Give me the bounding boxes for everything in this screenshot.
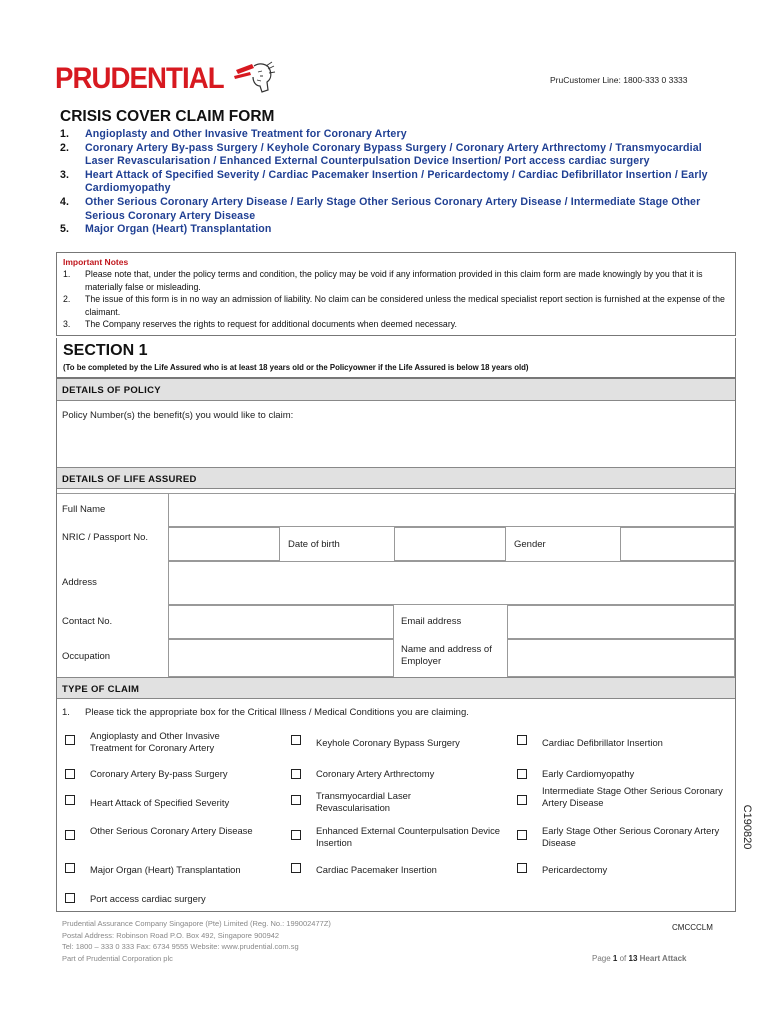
note-item: 3. The Company reserves the rights to request for additional documents when deemed necessary. xyxy=(63,319,457,330)
full-name-field[interactable] xyxy=(168,493,735,527)
footer-form-code: CMCCCLM xyxy=(672,923,713,932)
condition-item: 2. Coronary Artery By-pass Surgery / Keyhole Coronary Bypass Surgery / Coronary Artery Arthrectomy / Transmyocardial Laser Revascularisation / Enhanced External Counterpulsation Device Insertion/ Port access cardiac surgery xyxy=(60,141,702,168)
claim-option-label: Cardiac Pacemaker Insertion xyxy=(316,864,437,875)
claim-checkbox[interactable] xyxy=(517,735,527,745)
claim-instruction-number: 1. xyxy=(62,707,70,718)
employer-label: Name and address of Employer xyxy=(401,644,492,667)
claim-checkbox[interactable] xyxy=(65,830,75,840)
claim-checkbox[interactable] xyxy=(65,769,75,779)
claim-checkbox[interactable] xyxy=(65,893,75,903)
policy-section-bar: DETAILS OF POLICY xyxy=(57,379,735,401)
claim-checkbox[interactable] xyxy=(517,769,527,779)
claim-checkbox[interactable] xyxy=(517,795,527,805)
note-item: 1. Please note that, under the policy terms and condition, the policy may be void if any information provided in this claim form are made knowingly by you that it is materially false or misleading. xyxy=(63,269,703,292)
policy-number-label: Policy Number(s) the benefit(s) you would like to claim: xyxy=(62,410,294,421)
claim-option-label: Other Serious Coronary Artery Disease xyxy=(90,825,253,836)
dob-label: Date of birth xyxy=(288,539,340,550)
claim-instruction: Please tick the appropriate box for the Critical Illness / Medical Conditions you are claiming. xyxy=(85,707,469,718)
claim-option-label: Port access cardiac surgery xyxy=(90,893,206,904)
claim-checkbox[interactable] xyxy=(291,769,301,779)
important-notes-list xyxy=(63,268,729,331)
contact-field[interactable] xyxy=(168,605,394,639)
nric-label: NRIC / Passport No. xyxy=(62,532,149,543)
section-subtitle: (To be completed by the Life Assured who is at least 18 years old or the Policyowner if the Life Assured is below 18 years old) xyxy=(63,363,529,372)
employer-field[interactable] xyxy=(507,639,735,677)
claim-checkbox[interactable] xyxy=(65,735,75,745)
contact-label: Contact No. xyxy=(62,616,113,627)
condition-item: 3. Heart Attack of Specified Severity / Cardiac Pacemaker Insertion / Pericardectomy / Cardiac Defibrillator Insertion / Early Cardiomyopathy xyxy=(60,168,708,195)
email-label: Email address xyxy=(401,616,462,627)
covered-conditions-list xyxy=(60,128,730,237)
gender-label: Gender xyxy=(514,539,546,550)
claim-checkbox[interactable] xyxy=(291,863,301,873)
prudence-head-icon xyxy=(230,60,276,96)
occupation-label: Occupation xyxy=(62,651,111,662)
logo-wordmark: PRUDENTIAL xyxy=(55,62,224,95)
section-title: SECTION 1 xyxy=(63,342,148,359)
customer-line: PruCustomer Line: 1800-333 0 3333 xyxy=(550,75,688,85)
footer-parent-line: Part of Prudential Corporation plc xyxy=(62,953,173,963)
address-label: Address xyxy=(62,577,97,588)
claim-option-label: Enhanced External Counterpulsation Device Insertion xyxy=(316,825,500,848)
occupation-field[interactable] xyxy=(168,639,394,677)
claim-option-label: Coronary Artery Arthrectomy xyxy=(316,768,435,779)
claim-option-label: Angioplasty and Other Invasive Treatment for Coronary Artery xyxy=(90,730,220,753)
note-item: 2. The issue of this form is in no way an admission of liability. No claim can be considered unless the medical specialist report section is furnished at the expense of the claimant. xyxy=(63,294,725,317)
nric-field[interactable] xyxy=(168,527,280,561)
condition-item: 5. Major Organ (Heart) Transplantation xyxy=(60,223,272,236)
form-title: CRISIS COVER CLAIM FORM xyxy=(60,108,275,125)
company-footer xyxy=(62,918,331,964)
claim-option-label: Heart Attack of Specified Severity xyxy=(90,797,230,808)
claim-option-label: Major Organ (Heart) Transplantation xyxy=(90,864,241,875)
claim-option-label: Cardiac Defibrillator Insertion xyxy=(542,737,663,748)
footer-contact-line: Tel: 1800 – 333 0 333 Fax: 6734 9555 Website: www.prudential.com.sg xyxy=(62,942,299,951)
important-notes-box xyxy=(56,252,736,336)
dob-field[interactable] xyxy=(394,527,506,561)
condition-item: 1. Angioplasty and Other Invasive Treatment for Coronary Artery xyxy=(60,128,407,140)
footer-address-line: Postal Address: Robinson Road P.O. Box 492, Singapore 900942 xyxy=(62,930,280,940)
full-name-label: Full Name xyxy=(62,504,106,515)
address-field[interactable] xyxy=(168,561,735,605)
form-version-code: C190820 xyxy=(741,804,753,850)
claim-option-label: Early Cardiomyopathy xyxy=(542,768,635,779)
policy-number-field[interactable] xyxy=(57,423,735,467)
condition-item: 4. Other Serious Coronary Artery Disease / Early Stage Other Serious Coronary Artery Disease / Intermediate Stage Other Serious Coronary Artery Disease xyxy=(60,195,701,222)
claim-option-label: Intermediate Stage Other Serious Coronary Artery Disease xyxy=(542,785,723,808)
footer-company-line: Prudential Assurance Company Singapore (Pte) Limited (Reg. No.: 199002477Z) xyxy=(62,919,331,928)
claim-checkbox[interactable] xyxy=(65,863,75,873)
claim-option-label: Pericardectomy xyxy=(542,864,608,875)
claim-option-label: Keyhole Coronary Bypass Surgery xyxy=(316,737,460,748)
claim-option-label: Transmyocardial Laser Revascularisation xyxy=(316,790,411,813)
row-divider xyxy=(57,493,735,494)
claim-checkbox[interactable] xyxy=(291,830,301,840)
claim-type-section-bar: TYPE OF CLAIM xyxy=(57,677,735,699)
claim-checkbox[interactable] xyxy=(65,795,75,805)
claim-option-label: Coronary Artery By-pass Surgery xyxy=(90,768,228,779)
claim-checkbox[interactable] xyxy=(517,830,527,840)
section-header xyxy=(56,338,736,378)
email-field[interactable] xyxy=(507,605,735,639)
life-assured-section-bar: DETAILS OF LIFE ASSURED xyxy=(57,467,735,489)
prudential-logo xyxy=(55,60,276,94)
claim-checkbox[interactable] xyxy=(291,795,301,805)
gender-field[interactable] xyxy=(620,527,735,561)
claim-checkbox[interactable] xyxy=(291,735,301,745)
claim-option-label: Early Stage Other Serious Coronary Artery Disease xyxy=(542,825,720,848)
claim-form-body xyxy=(56,378,736,912)
important-notes-heading: Important Notes xyxy=(63,257,129,267)
page-number: Page 1 of 13 Heart Attack xyxy=(592,954,687,963)
claim-checkbox[interactable] xyxy=(517,863,527,873)
